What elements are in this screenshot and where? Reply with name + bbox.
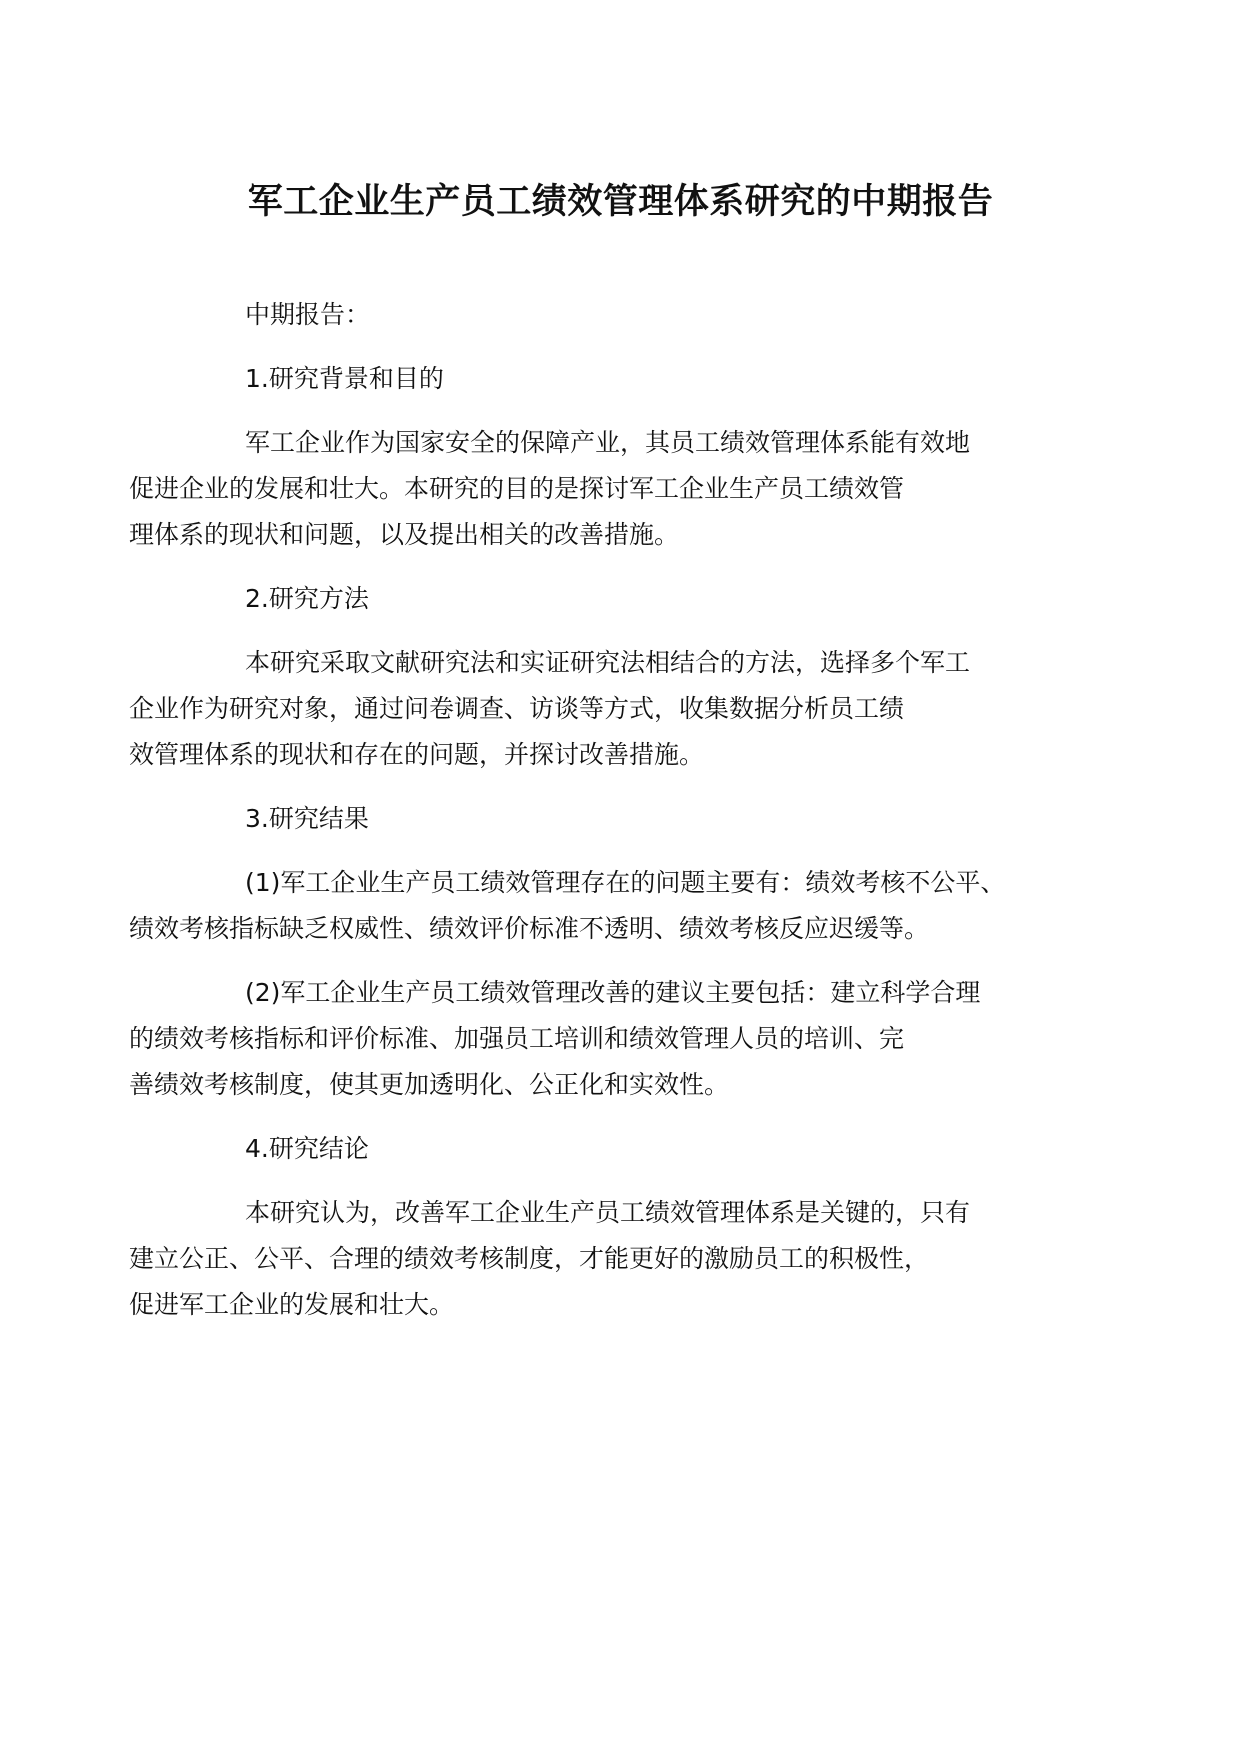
text-line: (2)军工企业生产员工绩效管理改善的建议主要包括：建立科学合理 — [245, 978, 981, 1007]
text-line: 善绩效考核制度，使其更加透明化、公正化和实效性。 — [129, 1070, 730, 1099]
text-line: 军工企业作为国家安全的保障产业，其员工绩效管理体系能有效地 — [245, 428, 971, 457]
document-body — [129, 292, 1087, 1346]
text-line: 促进军工企业的发展和壮大。 — [129, 1290, 455, 1319]
text-line: 3.研究结果 — [245, 804, 369, 833]
heading-background — [187, 356, 1087, 402]
paragraph-method — [129, 640, 1087, 778]
document-title: 军工企业生产员工绩效管理体系研究的中期报告 — [247, 182, 994, 222]
paragraph-background — [129, 420, 1087, 558]
heading-conclusion — [187, 1126, 1087, 1172]
text-line: 理体系的现状和问题，以及提出相关的改善措施。 — [129, 520, 680, 549]
text-line: 中期报告： — [245, 300, 371, 329]
heading-results — [187, 796, 1087, 842]
paragraph-results-1 — [129, 860, 1087, 952]
text-line: 本研究采取文献研究法和实证研究法相结合的方法，选择多个军工 — [245, 648, 971, 677]
text-line: 4.研究结论 — [245, 1134, 369, 1163]
text-line: 绩效考核指标缺乏权威性、绩效评价标准不透明、绩效考核反应迟缓等。 — [129, 914, 930, 943]
text-line: 促进企业的发展和壮大。本研究的目的是探讨军工企业生产员工绩效管 — [129, 474, 905, 503]
text-line: 建立公正、公平、合理的绩效考核制度，才能更好的激励员工的积极性， — [129, 1244, 930, 1273]
text-line: 本研究认为，改善军工企业生产员工绩效管理体系是关键的，只有 — [245, 1198, 971, 1227]
text-line: 效管理体系的现状和存在的问题，并探讨改善措施。 — [129, 740, 705, 769]
paragraph-conclusion — [129, 1190, 1087, 1328]
text-line: 的绩效考核指标和评价标准、加强员工培训和绩效管理人员的培训、完 — [129, 1024, 905, 1053]
heading-method — [187, 576, 1087, 622]
text-line: 1.研究背景和目的 — [245, 364, 444, 393]
text-line: 2.研究方法 — [245, 584, 369, 613]
paragraph-results-2 — [129, 970, 1087, 1108]
text-line: 企业作为研究对象，通过问卷调查、访谈等方式，收集数据分析员工绩 — [129, 694, 905, 723]
text-line: (1)军工企业生产员工绩效管理存在的问题主要有：绩效考核不公平、 — [245, 868, 1006, 897]
paragraph-report-label — [187, 292, 1087, 338]
